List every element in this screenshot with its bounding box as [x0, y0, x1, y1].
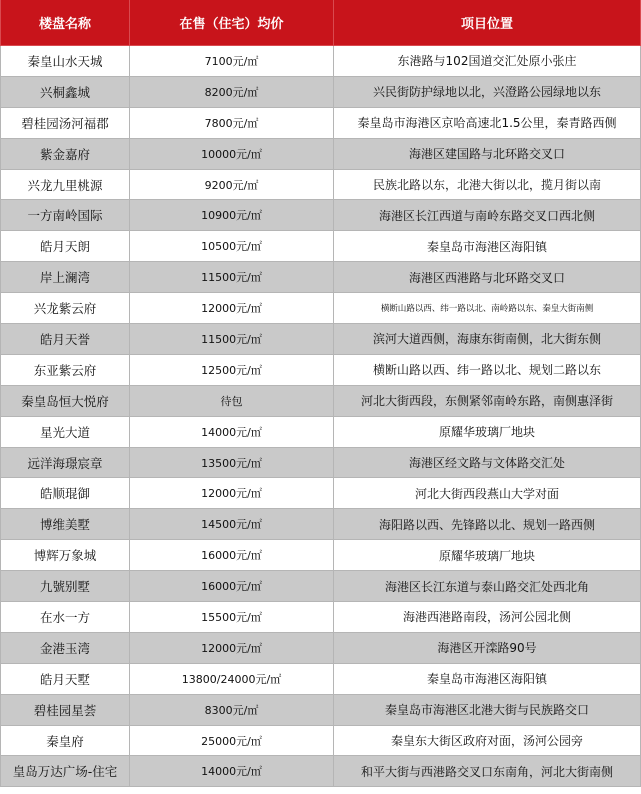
location-cell-text: 兴民街防护绿地以北，兴澄路公园绿地以东 [372, 85, 601, 100]
table-row [0, 726, 641, 757]
price-cell-text: 16000元/㎡ [201, 580, 262, 594]
property-name-cell [0, 448, 130, 479]
location-cell [334, 231, 641, 262]
property-name-cell [0, 231, 130, 262]
location-cell-text: 海港区经文路与文体路交汇处 [408, 456, 565, 471]
price-cell [130, 417, 334, 448]
location-cell [334, 448, 641, 479]
price-cell [130, 262, 334, 293]
location-cell-text: 河北大街西段，东侧紧邻南岭东路，南侧惠泽街 [360, 394, 613, 409]
table-row [0, 664, 641, 695]
price-cell-text: 13500元/㎡ [201, 456, 262, 470]
table-row [0, 509, 641, 540]
location-cell [334, 386, 641, 417]
table-row [0, 478, 641, 509]
property-name-cell [0, 417, 130, 448]
table-row [0, 448, 641, 479]
property-name-cell [0, 540, 130, 571]
price-cell [130, 756, 334, 787]
price-cell-text: 8300元/㎡ [204, 703, 259, 717]
property-name-cell-text: 兴龙紫云府 [33, 301, 97, 317]
location-cell [334, 293, 641, 324]
property-name-cell-text: 金港玉湾 [39, 640, 90, 656]
location-cell-text: 秦皇岛市海港区海阳镇 [426, 672, 547, 687]
location-cell [334, 139, 641, 170]
property-name-cell [0, 355, 130, 386]
property-name-cell-text: 岸上澜湾 [39, 270, 90, 286]
location-cell [334, 633, 641, 664]
property-name-cell-text: 兴桐鑫城 [39, 84, 90, 100]
location-cell-text: 滨河大道西侧，海康东街南侧，北大街东侧 [372, 332, 601, 347]
table-row [0, 324, 641, 355]
property-name-cell [0, 478, 130, 509]
property-name-cell [0, 324, 130, 355]
price-cell-text: 12500元/㎡ [201, 363, 262, 377]
table-row [0, 139, 641, 170]
table-body [0, 46, 641, 787]
table-row [0, 756, 641, 787]
location-cell-text: 海港区开滦路90号 [437, 641, 537, 656]
property-name-cell [0, 695, 130, 726]
location-cell [334, 170, 641, 201]
price-cell-text: 10000元/㎡ [201, 147, 262, 161]
property-name-cell [0, 77, 130, 108]
location-cell [334, 200, 641, 231]
location-cell [334, 664, 641, 695]
price-cell-text: 11500元/㎡ [201, 332, 262, 346]
price-cell-text: 15500元/㎡ [201, 610, 262, 624]
location-cell-text: 民族北路以东，北港大街以北，揽月街以南 [372, 178, 601, 192]
property-name-cell [0, 262, 130, 293]
property-name-cell-text: 在水一方 [39, 609, 90, 625]
price-cell-text: 14000元/㎡ [201, 765, 262, 779]
location-cell-text: 原耀华玻璃厂地块 [438, 425, 535, 440]
table-row [0, 540, 641, 571]
price-cell-text: 8200元/㎡ [204, 85, 259, 99]
price-cell [130, 108, 334, 139]
price-cell [130, 448, 334, 479]
location-cell [334, 262, 641, 293]
location-cell [334, 417, 641, 448]
property-name-cell-text: 九號别墅 [39, 579, 90, 595]
property-name-cell [0, 756, 130, 787]
price-cell [130, 231, 334, 262]
location-cell-text: 海港区长江西道与南岭东路交叉口西北侧 [378, 208, 595, 223]
location-cell-text: 海港西港路南段，汤河公园北侧 [402, 610, 571, 625]
location-cell-text: 秦皇岛市海港区北港大街与民族路交口 [384, 703, 589, 718]
price-cell [130, 726, 334, 757]
table-row [0, 571, 641, 602]
table-row [0, 386, 641, 417]
price-cell-text: 11500元/㎡ [201, 271, 262, 285]
price-cell [130, 602, 334, 633]
location-cell-text: 秦皇岛市海港区海阳镇 [426, 239, 547, 254]
property-name-cell [0, 200, 130, 231]
price-cell [130, 139, 334, 170]
location-cell [334, 540, 641, 571]
property-name-cell-text: 皓顺琨御 [39, 486, 90, 502]
price-cell [130, 293, 334, 324]
price-cell [130, 386, 334, 417]
property-name-cell-text: 皓月天朗 [39, 239, 90, 255]
location-cell-text: 海港区长江东道与泰山路交汇处西北角 [384, 579, 589, 594]
price-cell [130, 170, 334, 201]
location-cell-text: 横断山路以西、纬一路以北、规划二路以东 [372, 363, 601, 378]
price-cell-text: 12000元/㎡ [201, 641, 262, 655]
location-cell-text: 东港路与102国道交汇处原小张庄 [397, 54, 577, 69]
price-cell-text: 14000元/㎡ [201, 425, 262, 439]
price-cell-text: 16000元/㎡ [201, 549, 262, 563]
property-name-cell [0, 633, 130, 664]
location-cell [334, 355, 641, 386]
price-cell-text: 12000元/㎡ [201, 487, 262, 501]
table-row [0, 293, 641, 324]
price-cell [130, 324, 334, 355]
price-cell-text: 7100元/㎡ [204, 54, 259, 68]
location-cell [334, 726, 641, 757]
table-row [0, 46, 641, 77]
table-row [0, 77, 641, 108]
location-cell [334, 509, 641, 540]
table-row [0, 355, 641, 386]
price-cell [130, 46, 334, 77]
property-name-cell [0, 509, 130, 540]
price-cell [130, 664, 334, 695]
property-name-cell-text: 东亚紫云府 [33, 362, 97, 378]
location-cell [334, 46, 641, 77]
table-row [0, 170, 641, 201]
property-name-cell-text: 星光大道 [39, 424, 90, 440]
table-row [0, 231, 641, 262]
location-cell [334, 602, 641, 633]
table-row [0, 417, 641, 448]
location-cell [334, 77, 641, 108]
location-cell [334, 571, 641, 602]
table-row [0, 200, 641, 231]
property-name-cell [0, 664, 130, 695]
location-cell-text: 海港区建国路与北环路交叉口 [408, 147, 565, 162]
price-cell-text: 12000元/㎡ [201, 302, 262, 316]
location-cell-text: 和平大街与西港路交叉口东南角，河北大街南侧 [360, 764, 613, 779]
table-row [0, 633, 641, 664]
price-cell-text: 9200元/㎡ [204, 178, 259, 192]
price-cell-text: 10500元/㎡ [201, 240, 262, 254]
table-row [0, 262, 641, 293]
property-name-cell-text: 皓月天墅 [39, 671, 90, 687]
price-cell [130, 200, 334, 231]
table-row [0, 695, 641, 726]
property-name-cell [0, 602, 130, 633]
property-name-cell-text: 皇岛万达广场-住宅 [12, 764, 118, 780]
property-name-cell-text: 秦皇府 [46, 733, 84, 749]
price-cell [130, 540, 334, 571]
property-name-cell-text: 一方南岭国际 [27, 208, 103, 224]
location-cell [334, 478, 641, 509]
property-name-cell-text: 博维美墅 [39, 517, 90, 533]
price-cell-text: 10900元/㎡ [201, 209, 262, 223]
property-name-cell-text: 紫金嘉府 [39, 146, 90, 162]
property-name-cell [0, 46, 130, 77]
location-cell [334, 324, 641, 355]
property-name-cell-text: 碧桂园星荟 [33, 702, 97, 718]
property-name-cell [0, 726, 130, 757]
price-cell-text: 13800/24000元/㎡ [181, 672, 282, 686]
price-cell-text: 7800元/㎡ [204, 116, 259, 130]
price-cell [130, 77, 334, 108]
header-price: 在售（住宅）均价 [130, 0, 334, 46]
price-cell [130, 633, 334, 664]
property-name-cell-text: 兴龙九里桃源 [27, 177, 103, 193]
property-name-cell-text: 秦皇山水天城 [27, 53, 103, 69]
price-cell [130, 355, 334, 386]
table-row [0, 602, 641, 633]
table-row [0, 108, 641, 139]
price-cell-text: 14500元/㎡ [201, 518, 262, 532]
location-cell-text: 原耀华玻璃厂地块 [438, 548, 535, 563]
property-name-cell [0, 386, 130, 417]
price-cell [130, 571, 334, 602]
property-name-cell [0, 139, 130, 170]
price-cell [130, 478, 334, 509]
location-cell-text: 河北大街西段燕山大学对面 [414, 486, 559, 501]
location-cell [334, 756, 641, 787]
property-name-cell-text: 秦皇岛恒大悦府 [21, 393, 109, 409]
property-name-cell [0, 170, 130, 201]
price-cell-text: 待包 [220, 394, 243, 408]
property-name-cell [0, 108, 130, 139]
price-cell [130, 695, 334, 726]
location-cell-text: 海阳路以西、先锋路以北、规划一路西侧 [378, 517, 595, 532]
property-name-cell-text: 远洋海璟宸章 [27, 455, 103, 471]
location-cell-text: 海港区西港路与北环路交叉口 [408, 270, 565, 285]
table-header-row [0, 0, 641, 46]
header-location: 项目位置 [334, 0, 641, 46]
price-cell [130, 509, 334, 540]
location-cell [334, 695, 641, 726]
price-cell-text: 25000元/㎡ [201, 734, 262, 748]
property-name-cell [0, 571, 130, 602]
location-cell [334, 108, 641, 139]
location-cell-text: 秦皇东大街区政府对面，汤河公园旁 [390, 734, 583, 749]
location-cell-text: 横断山路以西、纬一路以北、南岭路以东、秦皇大街南侧 [380, 304, 594, 315]
property-name-cell [0, 293, 130, 324]
property-name-cell-text: 皓月天誉 [39, 331, 90, 347]
location-cell-text: 秦皇岛市海港区京哈高速北1.5公里，秦青路西侧 [357, 116, 617, 131]
header-name: 楼盘名称 [0, 0, 130, 46]
property-name-cell-text: 博辉万象城 [33, 548, 97, 564]
property-name-cell-text: 碧桂园汤河福郡 [21, 115, 109, 131]
